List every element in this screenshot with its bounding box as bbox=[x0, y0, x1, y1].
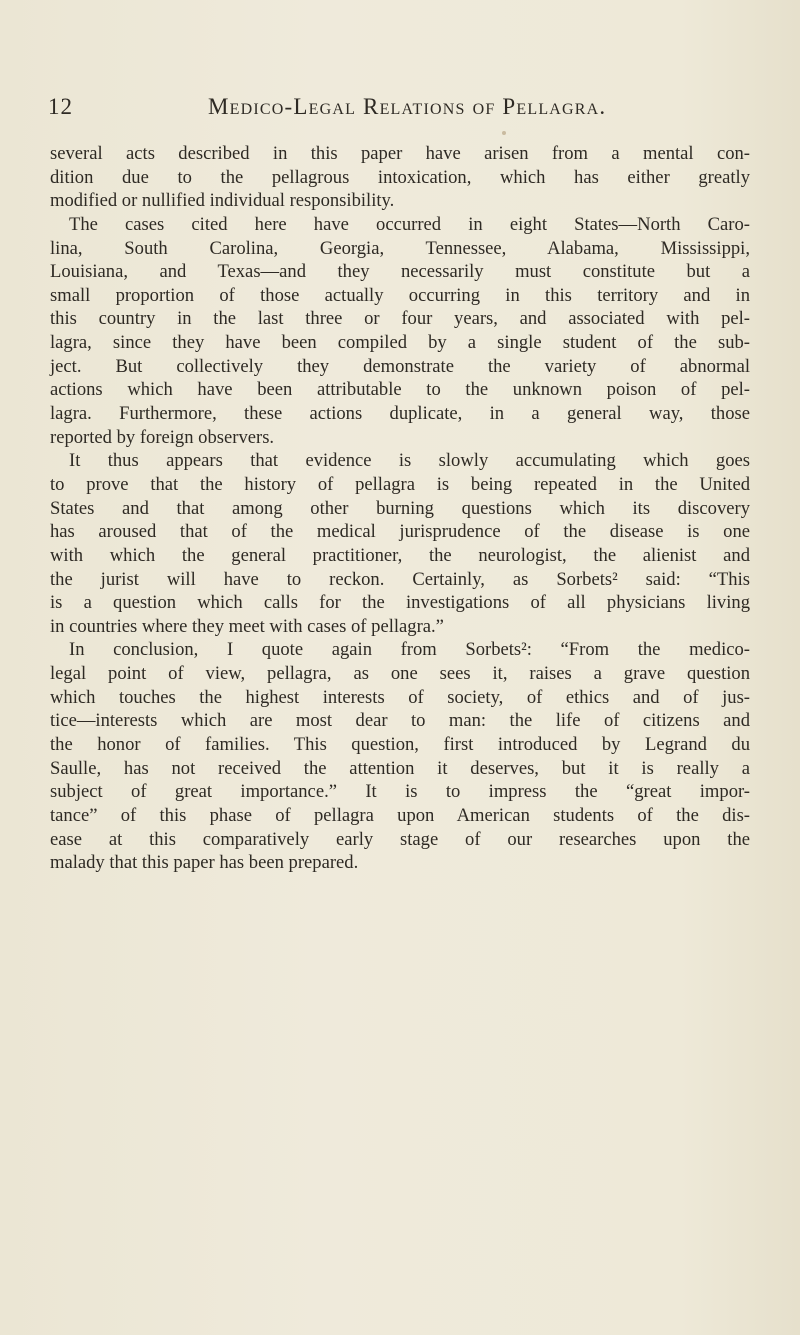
text-line: with which the general practitioner, the neurologist, the alienist and bbox=[50, 544, 750, 566]
text-line: Saulle, has not received the attention it deserves, but it is really a bbox=[50, 757, 750, 779]
text-line: has aroused that of the medical jurisprudence of the disease is one bbox=[50, 521, 750, 543]
text-line: tance” of this phase of pellagra upon American students of the dis- bbox=[50, 804, 750, 826]
text-line: lagra. Furthermore, these actions duplicate, in a general way, those bbox=[50, 403, 750, 425]
text-line: States and that among other burning questions which its discovery bbox=[50, 497, 750, 519]
text-line: lagra, since they have been compiled by a single student of the sub- bbox=[50, 332, 750, 354]
page-header bbox=[48, 94, 748, 128]
text-line: In conclusion, I quote again from Sorbets²: “From the medico- bbox=[69, 639, 750, 661]
paper-speck bbox=[502, 131, 506, 135]
text-line: malady that this paper has been prepared. bbox=[50, 852, 359, 874]
text-line: this country in the last three or four years, and associated with pel- bbox=[50, 308, 750, 330]
text-line: tice—interests which are most dear to man: the life of citizens and bbox=[50, 710, 750, 732]
text-line: the honor of families. This question, first introduced by Legrand du bbox=[50, 734, 750, 756]
text-line: is a question which calls for the investigations of all physicians living bbox=[50, 592, 750, 614]
text-line: Louisiana, and Texas—and they necessarily must constitute but a bbox=[50, 261, 750, 283]
text-line: ease at this comparatively early stage of our researches upon the bbox=[50, 828, 750, 850]
running-head: Medico-Legal Relations of Pellagra. bbox=[208, 94, 607, 119]
text-line: the jurist will have to reckon. Certainly, as Sorbets² said: “This bbox=[50, 568, 750, 590]
text-line: It thus appears that evidence is slowly accumulating which goes bbox=[69, 450, 750, 472]
text-line: dition due to the pellagrous intoxication, which has either greatly bbox=[50, 166, 750, 188]
text-line: small proportion of those actually occurring in this territory and in bbox=[50, 284, 750, 306]
text-line: legal point of view, pellagra, as one sees it, raises a grave question bbox=[50, 663, 750, 685]
text-line: The cases cited here have occurred in eight States—North Caro- bbox=[69, 213, 750, 235]
page-number: 12 bbox=[48, 94, 73, 119]
text-line: actions which have been attributable to the unknown poison of pel- bbox=[50, 379, 750, 401]
text-line: in countries where they meet with cases of pellagra.” bbox=[50, 615, 444, 637]
text-line: which touches the highest interests of society, of ethics and of jus- bbox=[50, 686, 750, 708]
text-line: lina, South Carolina, Georgia, Tennessee, Alabama, Mississippi, bbox=[50, 237, 750, 259]
text-line: reported by foreign observers. bbox=[50, 426, 275, 448]
text-line: to prove that the history of pellagra is being repeated in the United bbox=[50, 473, 750, 495]
body-text bbox=[50, 142, 750, 875]
text-line: modified or nullified individual responsibility. bbox=[50, 190, 395, 212]
text-line: subject of great importance.” It is to impress the “great impor- bbox=[50, 781, 750, 803]
text-line: ject. But collectively they demonstrate the variety of abnormal bbox=[50, 355, 750, 377]
text-line: several acts described in this paper have arisen from a mental con- bbox=[50, 143, 750, 164]
